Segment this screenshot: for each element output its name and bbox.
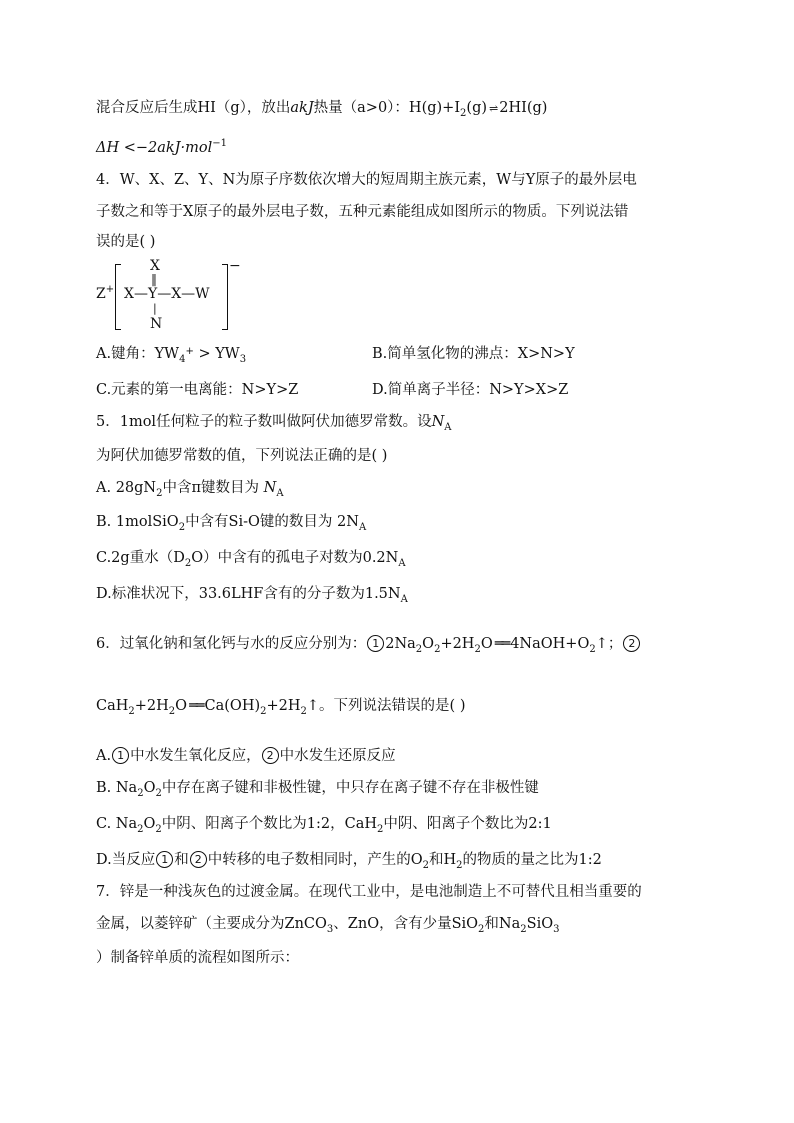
q7-stem-line-2: 金属，以菱锌矿（主要成分为ZnCO$_3$、ZnO，含有少量SiO$_2$和$Na_2SiO_3$ xyxy=(96,916,560,935)
q7-stem-line-3: ）制备锌单质的流程如图所示： xyxy=(96,950,299,966)
circled-number-1-icon: 1 xyxy=(112,747,129,764)
left-bracket xyxy=(115,264,121,330)
circled-number-2-icon: 2 xyxy=(623,635,640,652)
structure-cation: Z+ xyxy=(96,284,115,302)
circled-number-2-icon: 2 xyxy=(190,851,207,868)
q6-option-d: D.当反应 1 和 2 中转移的电子数相同时，产生的$O_2$和$H_2$的物质的量之比为1:2 xyxy=(96,852,602,871)
q4-stem-line-2: 子数之和等于X原子的最外层电子数，五种元素能组成如图所示的物质。下列说法错 xyxy=(96,204,629,220)
q7-stem-line-1: 7．锌是一种浅灰色的过渡金属。在现代工业中，是电池制造上不可替代且相当重要的 xyxy=(96,884,642,900)
structure-top-atom: X xyxy=(150,258,160,274)
q4-option-d: D.简单离子半径：N>Y>X>Z xyxy=(372,382,569,398)
q5-option-b: B. 1molSiO$_2$中含有Si-O键的数目为 $2N_A$ xyxy=(96,514,367,533)
q4-option-a: A.键角：$YW_{4^+} > YW_3$ xyxy=(96,346,247,365)
q6-option-a: A. 1 中水发生氧化反应， 2 中水发生还原反应 xyxy=(96,748,396,764)
q6-stem-line-2: $CaH_2+2H_2O$ ══ $Ca(OH)_2+2H_2↑$。下列说法错误的是( ) xyxy=(96,698,466,717)
q6-stem-line-1: 6．过氧化钠和氢化钙与水的反应分别为： 1 $2Na_2O_2+2H_2O$ ══ $4NaOH+O_2↑$； 2 xyxy=(96,634,641,654)
q6-option-c: C. $Na_2O_2$中阴、阳离子个数比为1:2，CaH$_2$中阴、阳离子个数比为2:1 xyxy=(96,816,552,835)
structure-main-chain: X—Y—X—W xyxy=(124,286,210,302)
intro-line-1: 混合反应后生成HI（g），放出akJ热量（a>0）：$H(g)+I_2(g)$ ⇌ 2HI(g) xyxy=(96,100,548,119)
reversible-arrow-icon: ⇌ xyxy=(489,102,498,115)
circled-number-1-icon: 1 xyxy=(156,851,173,868)
structure-single-bond: | xyxy=(153,302,157,315)
q4-stem-line-3: 误的是( ) xyxy=(96,234,156,250)
intro-line-2: ΔH <−2akJ·mol$^{-1}$ xyxy=(96,138,227,156)
q4-stem-line-1: 4．W、X、Z、Y、N为原子序数依次增大的短周期主族元素，W与Y原子的最外层电 xyxy=(96,172,637,188)
q5-option-c: C.2g重水$(D_2O)$中含有的孤电子对数为$0.2N_A$ xyxy=(96,550,406,569)
q5-option-d: D.标准状况下，33.6LHF含有的分子数为$1.5N_A$ xyxy=(96,586,408,605)
structure-double-bond: ‖ xyxy=(151,272,157,286)
q4-option-b: B.简单氢化物的沸点：X>N>Y xyxy=(372,346,575,362)
q6-option-b: B. $Na_2O_2$中存在离子键和非极性键，中只存在离子键不存在非极性键 xyxy=(96,780,539,799)
q5-stem-line-1: 5．1mol任何粒子的粒子数叫做阿伏加德罗常数。设$N_A$ xyxy=(96,414,452,433)
right-bracket xyxy=(222,264,228,330)
equals-arrow-icon: ══ xyxy=(189,698,203,714)
structure-bottom-atom: N xyxy=(150,316,163,332)
structure-anion-charge: − xyxy=(229,258,241,274)
q4-structure-diagram xyxy=(96,258,276,338)
q4-option-c: C.元素的第一电离能：N>Y>Z xyxy=(96,382,299,398)
circled-number-1-icon: 1 xyxy=(367,635,384,652)
circled-number-2-icon: 2 xyxy=(262,747,279,764)
q5-option-a: A. $28gN_2$中含π键数目为 $N_A$ xyxy=(96,480,284,499)
q5-stem-line-2: 为阿伏加德罗常数的值，下列说法正确的是( ) xyxy=(96,448,388,464)
equals-arrow-icon: ══ xyxy=(494,636,509,652)
